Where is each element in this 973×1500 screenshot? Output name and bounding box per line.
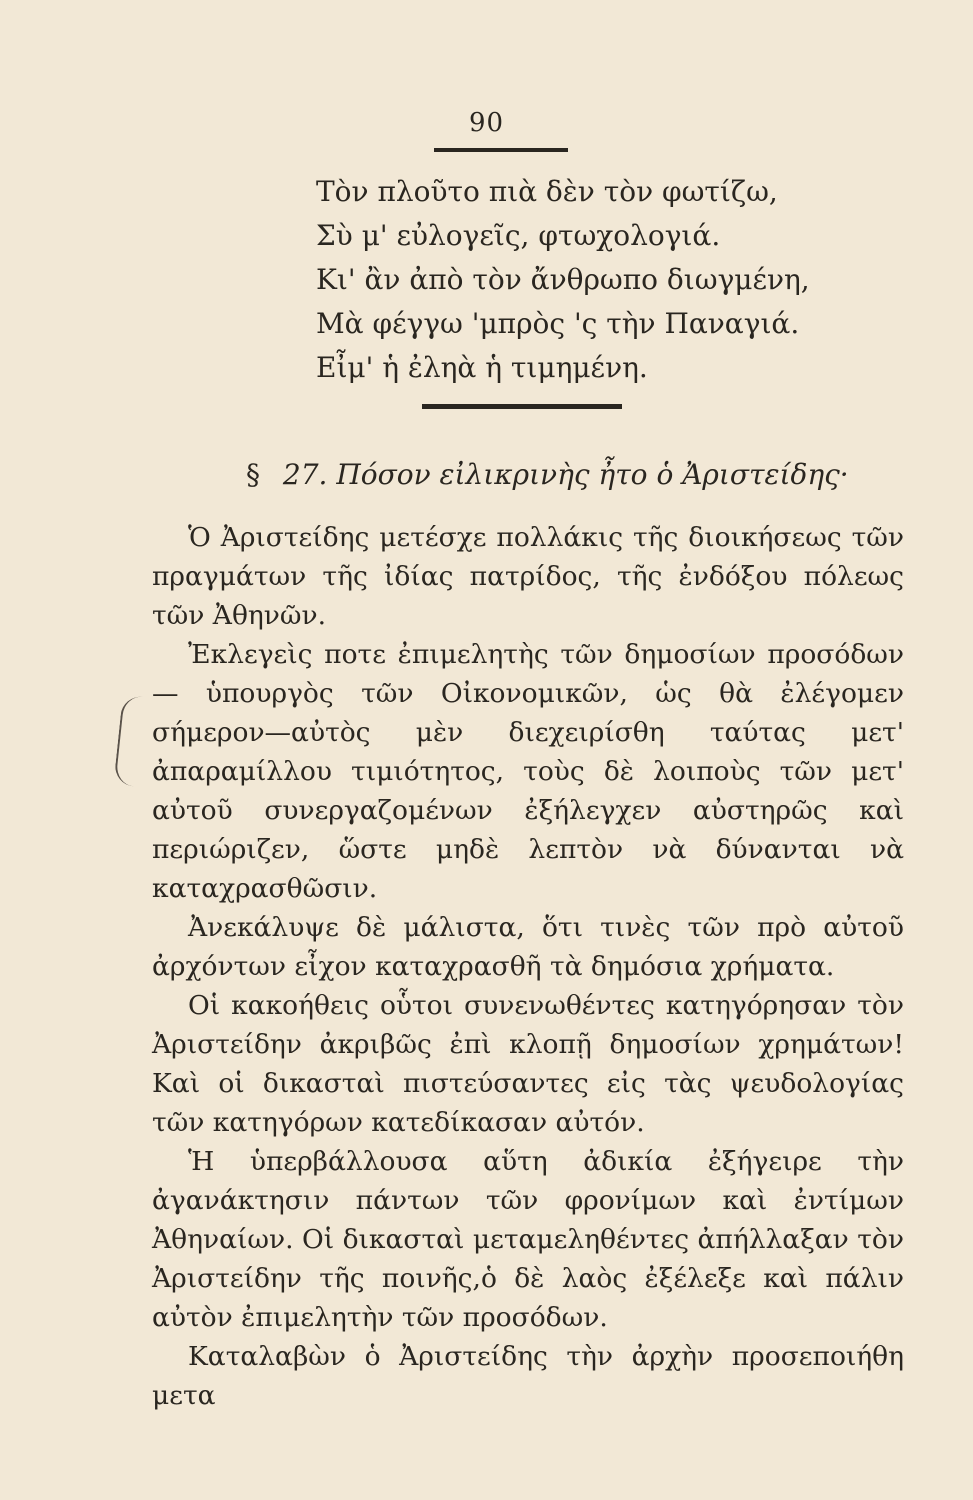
paragraph: Ὁ Ἀριστείδης μετέσχε πολλάκις τῆς διοικήσεως τῶν πραγμάτων τῆς ἰδίας πατρίδος, τῆς ἐνδόξου πόλεως τῶν Ἀθηνῶν. <box>152 522 904 631</box>
paragraph: Ἡ ὑπερβάλλουσα αὕτη ἀδικία ἐξήγειρε τὴν ἀγανάκτησιν πάντων τῶν φρονίμων καὶ ἐντίμων Ἀθηναίων. Οἱ δικασταὶ μεταμεληθέντες ἀπήλλαξαν τὸν Ἀριστείδην τῆς ποινῆς,ὁ δὲ λαὸς ἐξέλεξε καὶ πάλιν αὐτὸν ἐπιμελητὴν τῶν προσόδων. <box>152 1146 904 1333</box>
page-number: 90 <box>468 108 505 138</box>
body-text <box>152 518 904 1415</box>
poem-line: Εἶμ' ἡ ἐληὰ ἡ τιμημένη. <box>316 351 648 384</box>
poem-line: Μὰ φέγγω 'μπρὸς 'ς τὴν Παναγιά. <box>316 307 800 340</box>
poem-line: Τὸν πλοῦτο πιὰ δὲν τὸν φωτίζω, <box>316 175 778 208</box>
section-heading <box>246 458 849 491</box>
paragraph: Ἀνεκάλυψε δὲ μάλιστα, ὅτι τινὲς τῶν πρὸ αὐτοῦ ἀρχόντων εἶχον καταχρασθῆ τὰ δημόσια χρήματα. <box>152 912 904 982</box>
paragraph: Οἱ κακοήθεις οὗτοι συνενωθέντες κατηγόρησαν τὸν Ἀριστείδην ἀκριβῶς ἐπὶ κλοπῇ δημοσίων χρημάτων! Καὶ οἱ δικασταὶ πιστεύσαντες εἰς τὰς ψευδολογίας τῶν κατηγόρων κατεδίκασαν αὐτόν. <box>152 990 904 1138</box>
poem-line: Σὺ μ' εὐλογεῖς, φτωχολογιά. <box>316 219 721 252</box>
header-rule <box>434 148 568 152</box>
margin-bracket-mark <box>113 695 150 787</box>
section-divider <box>422 404 622 409</box>
paragraph: Καταλαβὼν ὁ Ἀριστείδης τὴν ἀρχὴν προσεποιήθη μετα <box>152 1341 904 1411</box>
section-symbol: § <box>246 458 260 491</box>
poem <box>316 170 810 390</box>
paragraph: Ἐκλεγεὶς ποτε ἐπιμελητὴς τῶν δημοσίων προσόδων— ὑπουργὸς τῶν Οἰκονομικῶν, ὡς θὰ ἐλέγομεν σήμερον—αὐτὸς μὲν διεχειρίσθη ταύτας μετ' ἀπαραμίλλου τιμιότητος, τοὺς δὲ λοιποὺς τῶν μετ' αὐτοῦ συνεργαζομένων ἐξήλεγχεν αὐστηρῶς καὶ περιώριζεν, ὥστε μηδὲ λεπτὸν νὰ δύνανται νὰ καταχρασθῶσιν. <box>152 639 904 904</box>
poem-line: Κι' ἂν ἀπὸ τὸν ἄνθρωπο διωγμένη, <box>316 263 810 296</box>
section-number: 27. <box>282 458 328 491</box>
section-title: Πόσον εἰλικρινὴς ἦτο ὁ Ἀριστείδης· <box>336 458 849 491</box>
